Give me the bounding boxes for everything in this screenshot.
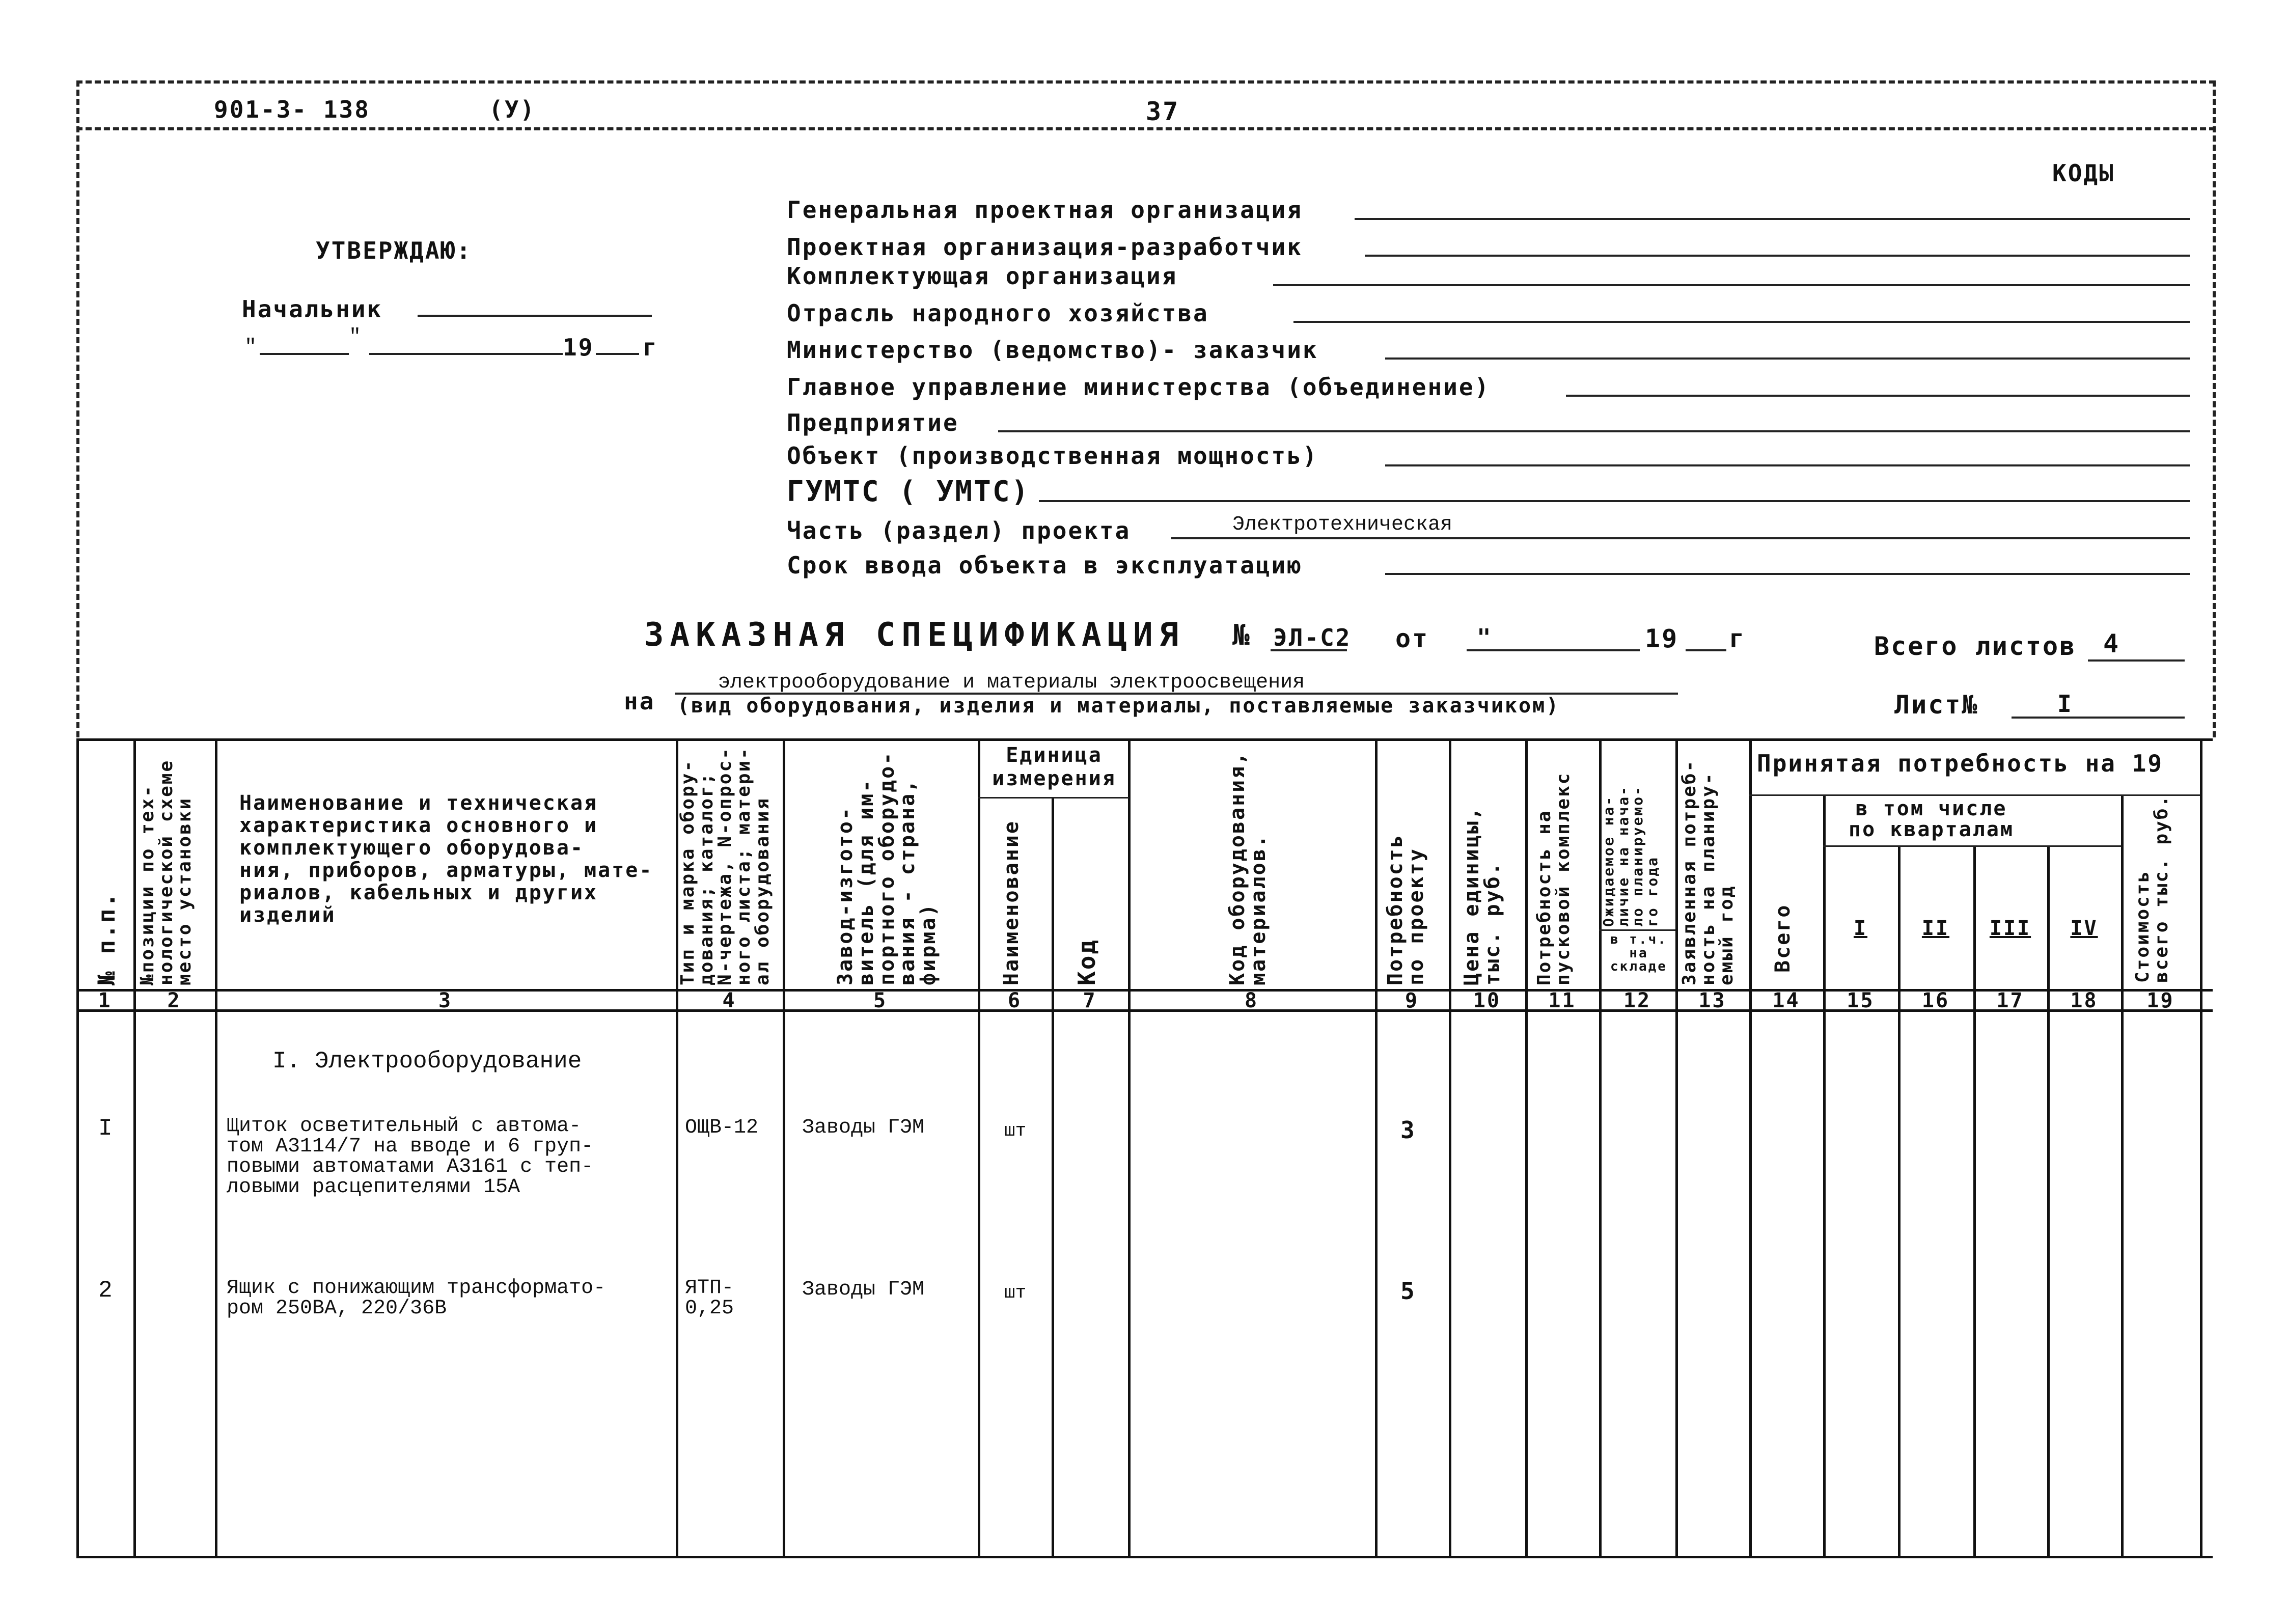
col-line <box>783 738 785 1557</box>
org-field-line <box>1171 537 2190 539</box>
row-name: Щиток осветительный с автома- том А3114/7 на вводе и 6 груп- повыми автоматами А3161 с теп- ловыми расцепителями 15А <box>227 1115 594 1199</box>
col-line <box>1052 797 1054 1557</box>
row-need: 5 <box>1400 1277 1416 1305</box>
org-field-line <box>1385 464 2190 466</box>
header-c18: IV <box>2070 917 2098 940</box>
col-line <box>1375 738 1378 1557</box>
org-field-line <box>1273 284 2190 286</box>
frame-top <box>76 80 2215 84</box>
org-field-label: Срок ввода объекта в эксплуатацию <box>787 552 1303 579</box>
org-field-value-project-part: Электротехническая <box>1232 513 1453 536</box>
spec-from-label: от <box>1395 624 1429 653</box>
col-number: 11 <box>1548 989 1576 1012</box>
col-number: 3 <box>438 989 453 1012</box>
header-c1: № п.п. <box>93 891 120 985</box>
section-title: I. Электрооборудование <box>272 1048 582 1075</box>
unit-group-divider <box>978 797 1129 799</box>
col-number: 8 <box>1244 989 1259 1012</box>
total-sheets-value: 4 <box>2103 629 2120 658</box>
col-number: 18 <box>2070 989 2098 1012</box>
date-month-line <box>369 353 563 355</box>
frame-left <box>76 80 79 737</box>
row-unit: шт <box>1004 1282 1027 1303</box>
header-c7: Код <box>1073 938 1100 985</box>
table-bottom-border <box>76 1556 2213 1558</box>
doc-variant: (У) <box>489 96 536 123</box>
row-maker: Заводы ГЭМ <box>802 1278 925 1301</box>
date-quote-close: " <box>349 326 362 349</box>
header-c4: Тип и марка обору- дования; каталог; N-чертежа, N-опрос- ного листа; матери- ал оборудования <box>677 747 773 985</box>
spec-year-suffix: г <box>1729 624 1746 653</box>
org-field-label: Объект (производственная мощность) <box>787 442 1318 470</box>
row-need: 3 <box>1400 1116 1416 1144</box>
row-name: Ящик с понижающим трансформато- ром 250ВА, 220/36В <box>227 1277 606 1320</box>
col-line <box>1128 738 1131 1557</box>
col-line <box>215 738 217 1557</box>
spec-date-quote: " <box>1477 624 1493 651</box>
col-line <box>1749 738 1752 1557</box>
header-c12: Ожидаемое на- личие на нача- ло планируемо- го года <box>1600 785 1661 927</box>
col-number: 19 <box>2146 989 2174 1012</box>
chief-signature-line <box>418 315 652 317</box>
spec-subject-caption: (вид оборудования, изделия и материалы, поставляемые заказчиком) <box>677 694 1560 718</box>
row-type: ОЩВ-12 <box>685 1116 759 1139</box>
org-field-label: Министерство (ведомство)- заказчик <box>787 336 1318 364</box>
spec-year-line <box>1686 649 1726 651</box>
row-type: ЯТП- 0,25 <box>685 1277 734 1320</box>
page-number: 37 <box>1146 97 1180 126</box>
col-number: 14 <box>1772 989 1800 1012</box>
doc-code: 901-3- 138 <box>214 96 370 123</box>
org-field-line <box>1566 395 2190 397</box>
header-c19: Стоимость всего тыс. руб. <box>2132 794 2172 983</box>
org-field-label: Комплектующая организация <box>787 262 1178 290</box>
org-field-line <box>998 430 2190 432</box>
spec-subject: электрооборудование и материалы электроосвещения <box>718 671 1305 694</box>
col-line <box>2121 794 2124 1557</box>
codes-label: КОДЫ <box>2052 159 2115 187</box>
spec-on-label: на <box>624 687 655 715</box>
header-c11: Потребность на пусковой комплекс <box>1534 772 1574 985</box>
header-quarters-group: в том числе по кварталам <box>1849 797 2014 841</box>
org-field-label: Генеральная проектная организация <box>787 196 1303 224</box>
spec-date-line <box>1467 649 1640 651</box>
header-unit-group: Единица измерения <box>992 744 1116 790</box>
org-field-line <box>1385 573 2190 575</box>
accepted-group-divider <box>1749 794 2200 796</box>
spec-number-line <box>1271 649 1347 651</box>
row-number: 2 <box>98 1277 113 1304</box>
header-c8: Код оборудования, материалов. <box>1226 751 1270 985</box>
col-line <box>1823 794 1826 1557</box>
org-field-line <box>1365 255 2190 257</box>
col-line <box>1525 738 1528 1557</box>
header-c16: II <box>1921 917 1950 940</box>
col-line <box>1898 845 1901 1557</box>
header-c5: Завод-изгото- витель (для им- портного оборудо- вания - страна, фирма) <box>834 751 941 985</box>
org-field-line <box>1039 500 2190 502</box>
spec-title: ЗАКАЗНАЯ СПЕЦИФИКАЦИЯ <box>644 616 1185 654</box>
col-number: 10 <box>1473 989 1501 1012</box>
approval-year-prefix: 19 <box>563 334 594 361</box>
header-c12-sub: в т.ч. на складе <box>1610 932 1667 975</box>
approval-year-suffix: г <box>643 334 658 361</box>
sheet-number-line <box>2012 717 2185 719</box>
approval-year-line <box>596 353 639 355</box>
col-line <box>1449 738 1451 1557</box>
spec-year: 19 <box>1645 624 1679 653</box>
org-field-label: Главное управление министерства (объединение) <box>787 373 1491 401</box>
col-number: 7 <box>1083 989 1097 1012</box>
header-accepted-group: Принятая потребность на 19 <box>1757 750 2164 777</box>
org-field-label: Предприятие <box>787 409 959 436</box>
header-c15: I <box>1853 917 1868 940</box>
sheet-number-value: I <box>2057 690 2073 718</box>
col-number: 2 <box>167 989 181 1012</box>
c12-sub-divider <box>1599 929 1675 931</box>
header-c14: Всего <box>1771 903 1795 973</box>
header-c2: №позиции по тех- нологической схеме место установки <box>137 759 196 985</box>
row-number: I <box>98 1115 113 1142</box>
col-number: 12 <box>1623 989 1651 1012</box>
col-line <box>2047 845 2050 1557</box>
col-line <box>1675 738 1678 1557</box>
frame-header-divider <box>76 127 2215 130</box>
total-sheets-label: Всего листов <box>1874 631 2077 661</box>
org-field-line <box>1293 321 2190 323</box>
header-c3: Наименование и техническая характеристика основного и комплектующего оборудова- ния, приборов, арматуры, мате- риалов, кабельных и других изделий <box>239 791 653 927</box>
org-field-line <box>1385 357 2190 360</box>
col-line <box>1973 845 1976 1557</box>
col-number: 17 <box>1996 989 2024 1012</box>
header-c6: Наименование <box>1000 820 1023 985</box>
frame-right <box>2213 80 2216 737</box>
col-line <box>978 738 980 1557</box>
row-maker: Заводы ГЭМ <box>802 1116 925 1139</box>
col-number: 1 <box>98 989 112 1012</box>
col-number: 5 <box>873 989 888 1012</box>
row-unit: шт <box>1004 1120 1027 1141</box>
date-day-line <box>260 353 349 355</box>
col-number: 4 <box>722 989 736 1012</box>
org-field-label: Часть (раздел) проекта <box>787 517 1131 544</box>
org-field-label: Отрасль народного хозяйства <box>787 299 1209 327</box>
col-number: 6 <box>1007 989 1022 1012</box>
sheet-number-label: Лист№ <box>1894 690 1979 720</box>
org-field-label: ГУМТС ( УМТС) <box>787 475 1030 508</box>
header-c10: Цена единицы, тыс. руб. <box>1460 806 1504 985</box>
approve-label: УТВЕРЖДАЮ: <box>316 237 472 264</box>
date-quote-open: " <box>244 336 257 359</box>
header-c13: Заявленная потреб- ность на планиру- емый год <box>1679 759 1738 985</box>
col-number: 13 <box>1698 989 1726 1012</box>
chief-label: Начальник <box>242 295 383 323</box>
col-line <box>2200 738 2202 1557</box>
col-number: 15 <box>1847 989 1875 1012</box>
total-sheets-line <box>2088 659 2185 662</box>
col-line <box>133 738 136 1557</box>
col-number: 9 <box>1404 989 1419 1012</box>
org-field-line <box>1355 218 2190 220</box>
table-top-border <box>76 738 2213 741</box>
header-c17: III <box>1989 917 2031 940</box>
col-line <box>76 738 79 1557</box>
org-field-label: Проектная организация-разработчик <box>787 233 1303 261</box>
spec-number-prefix: № <box>1232 619 1251 652</box>
spec-number: ЭЛ-С2 <box>1273 624 1352 651</box>
header-c9: Потребность по проекту <box>1384 834 1428 985</box>
col-number: 16 <box>1921 989 1950 1012</box>
quarters-group-divider <box>1823 845 2121 847</box>
